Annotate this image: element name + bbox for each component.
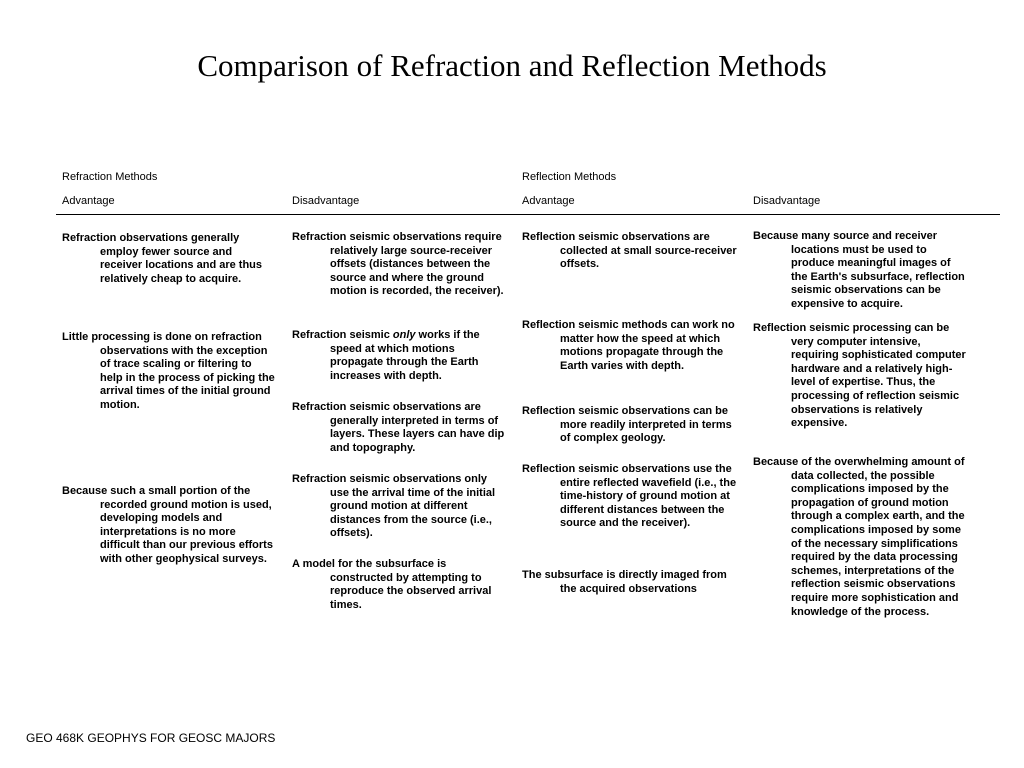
header-refraction-disadvantage: Disadvantage — [292, 195, 360, 207]
reflection-disadvantage-item: Because of the overwhelming amount of data collected, the possible complications imposed by the propagation of ground motion through a complex earth, and the complications imposed by some of the necessary simplifications required by the data processing schemes, interpretations of the reflection seismic observations require more sophistication and knowledge of the process. — [753, 456, 965, 618]
group-label-reflection: Reflection Methods — [522, 171, 617, 183]
refraction-advantage-item: Little processing is done on refraction observations with the exception of trace scaling or filtering to help in the process of picking the arrival times of the initial ground motion. — [62, 331, 275, 411]
refraction-disadvantage-item: Refraction seismic observations are generally interpreted in terms of layers. These layers can have dip and topography. — [292, 401, 505, 454]
reflection-advantage-item: The subsurface is directly imaged from the acquired observations — [522, 569, 727, 595]
reflection-advantage-item: Reflection seismic observations use the entire reflected wavefield (i.e., the time-history of ground motion at different distances between the source and the receiver). — [522, 463, 737, 530]
only-text-before: Refraction seismic — [292, 329, 393, 341]
header-refraction-advantage: Advantage — [62, 195, 115, 207]
only-emphasis: only — [392, 329, 416, 341]
reflection-disadvantage-item: Reflection seismic processing can be very computer intensive, requiring sophisticated computer hardware and a relatively high-level of expertise. Thus, the processing of reflection seismic observations is relatively expensive. — [753, 322, 966, 430]
refraction-disadvantage-item: Refraction seismic observations require relatively large source-receiver offsets (distances between the source and where the ground motion is recorded, the receiver). — [292, 231, 504, 298]
reflection-advantage-item: Reflection seismic methods can work no matter how the speed at which motions propagate through the Earth varies with depth. — [522, 319, 735, 372]
refraction-advantage-item: Because such a small portion of the recorded ground motion is used, developing models and interpretations is no more difficult than our previous efforts with other geophysical surveys. — [62, 485, 273, 565]
header-reflection-advantage: Advantage — [522, 195, 575, 207]
refraction-disadvantage-item — [292, 329, 507, 383]
page-title: Comparison of Refraction and Reflection Methods — [197, 48, 827, 83]
refraction-disadvantage-item: Refraction seismic observations only use the arrival time of the initial ground motion at different distances from the source (i.e., offsets). — [292, 473, 496, 540]
footer-course-label: GEO 468K GEOPHYS FOR GEOSC MAJORS — [26, 731, 276, 745]
only-text-after: works if the speed at which motions propagate through the Earth increases with depth. — [330, 329, 480, 382]
header-divider — [56, 214, 1000, 215]
reflection-disadvantage-item: Because many source and receiver locations must be used to produce meaningful images of the Earth's subsurface, reflection seismic observations can be expensive to acquire. — [753, 230, 965, 310]
reflection-advantage-item: Reflection seismic observations are collected at small source-receiver offsets. — [522, 231, 737, 271]
header-reflection-disadvantage: Disadvantage — [753, 195, 821, 207]
reflection-advantage-item: Reflection seismic observations can be more readily interpreted in terms of complex geology. — [522, 405, 732, 445]
refraction-disadvantage-item: A model for the subsurface is constructed by attempting to reproduce the observed arrival times. — [292, 558, 492, 611]
refraction-advantage-item: Refraction observations generally employ fewer source and receiver locations and are thus relatively cheap to acquire. — [62, 232, 263, 285]
group-label-refraction: Refraction Methods — [62, 171, 158, 183]
